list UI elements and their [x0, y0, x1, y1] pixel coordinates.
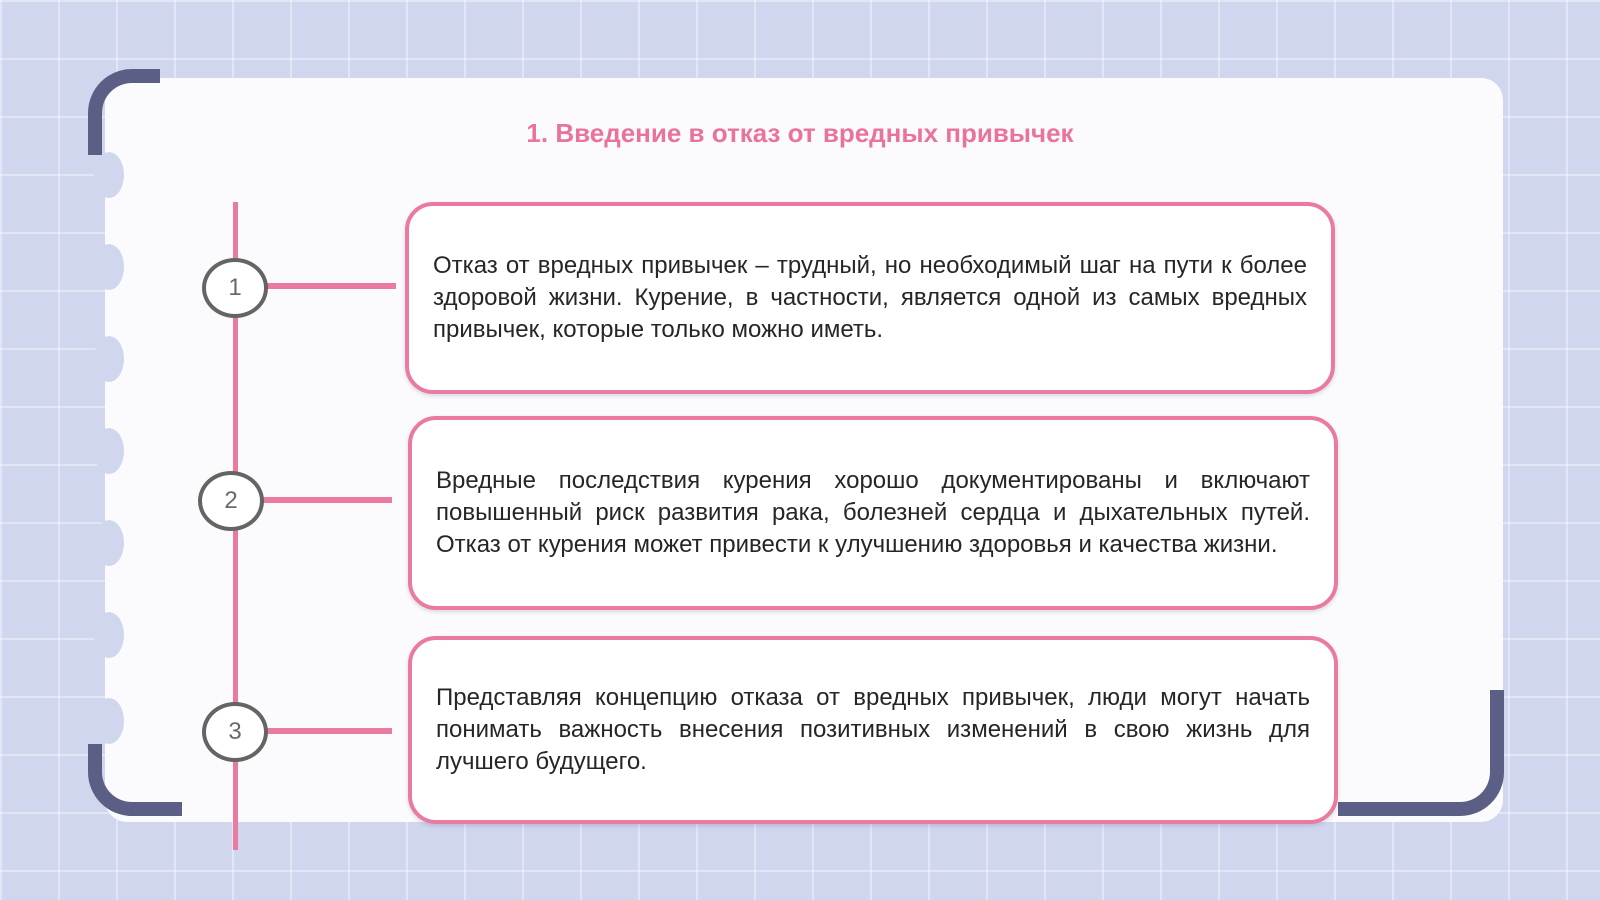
- step-box: [405, 202, 1335, 394]
- scallop-decoration: [94, 152, 124, 198]
- connector-line: [264, 283, 396, 289]
- scallop-decoration: [94, 612, 124, 658]
- scallop-decoration: [94, 428, 124, 474]
- step-number-circle: 2: [198, 471, 264, 531]
- scallop-decoration: [94, 698, 124, 744]
- step-number-circle: 3: [202, 702, 268, 762]
- step-text: Отказ от вредных привычек – трудный, но необходимый шаг на пути к более здоровой жизни. Курение, в частности, является одной из самых вредных привычек, которые только можно иметь.: [433, 252, 1307, 343]
- slide-title: 1. Введение в отказ от вредных привычек: [526, 118, 1074, 148]
- scallop-decoration: [94, 520, 124, 566]
- step-text: Представляя концепцию отказа от вредных привычек, люди могут начать понимать важность внесения позитивных изменений в свою жизнь для лучшего будущего.: [436, 684, 1310, 775]
- scallop-decoration: [94, 244, 124, 290]
- step-box: [408, 636, 1338, 824]
- step-text: Вредные последствия курения хорошо документированы и включают повышенный риск развития рака, болезней сердца и дыхательных путей. Отказ от курения может привести к улучшению здоровья и качества жизни.: [436, 467, 1310, 558]
- connector-line: [264, 728, 392, 734]
- step-box: [408, 416, 1338, 610]
- scallop-decoration: [94, 336, 124, 382]
- frame-corner-bottom-right: [1338, 690, 1504, 816]
- frame-corner-bottom-left: [88, 744, 182, 816]
- step-number-circle: 1: [202, 258, 268, 318]
- frame-corner-top-left: [88, 69, 160, 155]
- connector-line: [262, 497, 392, 503]
